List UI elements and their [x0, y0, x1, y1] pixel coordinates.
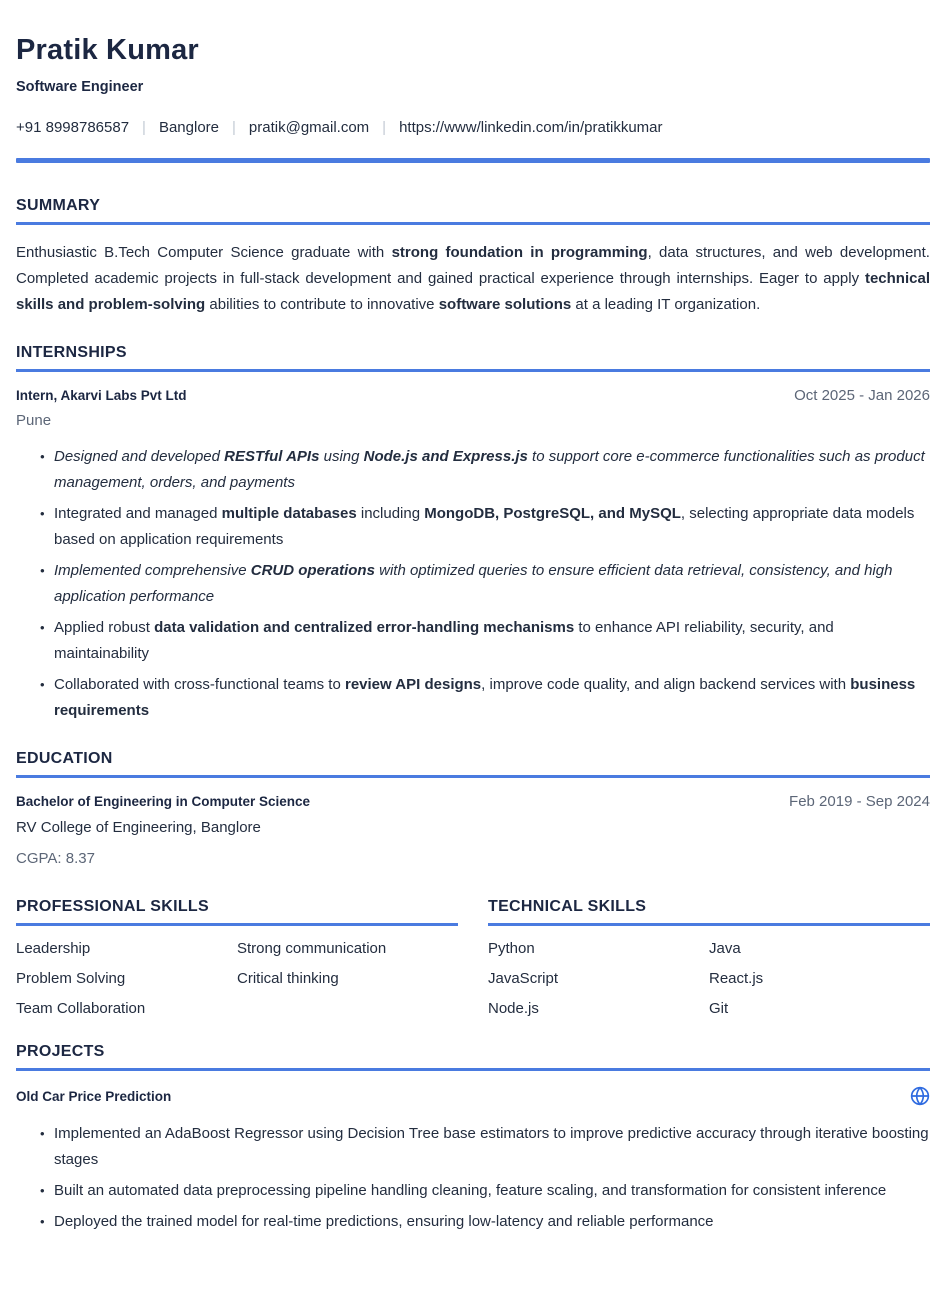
project-bullets — [16, 1121, 930, 1235]
text-segment: Node.js and Express.js — [363, 447, 528, 465]
skill-item: Leadership — [16, 940, 91, 958]
text-segment: business requirements — [54, 675, 916, 719]
bullet-item — [54, 558, 930, 610]
text-segment: to enhance API reliability, security, and maintainability — [54, 618, 834, 662]
resume-header — [16, 34, 930, 163]
bullet-item — [54, 501, 930, 553]
internship-entry-header — [16, 387, 930, 405]
project-entry-header — [16, 1086, 930, 1106]
text-segment: , data structures, and web development. Completed academic projects in full-stack development and gained practical experience through internships. Eager to apply — [16, 244, 930, 288]
linkedin-url: https://www/linkedin.com/in/pratikkumar — [399, 119, 663, 137]
text-segment: multiple databases — [221, 504, 357, 522]
skill-item: Team Collaboration — [16, 1000, 146, 1018]
internship-dates: Oct 2025 - Jan 2026 — [794, 387, 930, 405]
internships-heading: INTERNSHIPS — [16, 344, 930, 372]
summary-heading: SUMMARY — [16, 197, 930, 225]
internship-title: Intern, Akarvi Labs Pvt Ltd — [16, 388, 187, 404]
bullet-item — [54, 1121, 930, 1173]
internship-bullets — [16, 444, 930, 724]
text-segment: RESTful APIs — [224, 447, 320, 465]
text-segment: Built an automated data preprocessing pipeline handling cleaning, feature scaling, and transformation for consistent inference — [54, 1182, 887, 1200]
header-divider — [16, 158, 930, 163]
education-dates: Feb 2019 - Sep 2024 — [789, 792, 930, 810]
section-internships — [16, 344, 930, 724]
text-segment: with optimized queries to ensure efficient data retrieval, consistency, and high application performance — [54, 561, 893, 605]
text-segment: abilities to contribute to innovative — [205, 296, 439, 314]
technical-skills-grid — [488, 941, 930, 1017]
skill-item: Node.js — [488, 1000, 539, 1018]
contact-separator: | — [232, 119, 236, 137]
text-segment: Applied robust — [54, 618, 155, 636]
section-technical-skills — [488, 898, 930, 1017]
skill-item: JavaScript — [488, 970, 559, 988]
text-segment: CRUD operations — [250, 561, 375, 579]
text-segment: using — [319, 447, 364, 465]
internship-location: Pune — [16, 411, 52, 429]
bullet-item — [54, 444, 930, 496]
text-segment: Implemented comprehensive — [54, 561, 251, 579]
job-title: Software Engineer — [16, 79, 144, 96]
text-segment: MongoDB, PostgreSQL, and MySQL — [424, 504, 681, 522]
summary-text — [16, 240, 930, 318]
section-summary — [16, 197, 930, 318]
text-segment: Implemented an AdaBoost Regressor using Decision Tree base estimators to improve predictive accuracy through iterative boosting stages — [54, 1125, 929, 1169]
candidate-name: Pratik Kumar — [16, 34, 199, 66]
bullet-item — [54, 1178, 930, 1204]
skill-item: Git — [709, 1000, 729, 1018]
text-segment: to support core e-commerce functionalities such as product management, orders, and payments — [54, 447, 925, 491]
skill-item: Python — [488, 940, 535, 958]
skill-item: Strong communication — [237, 940, 387, 958]
skill-item: Problem Solving — [16, 970, 126, 988]
text-segment: Integrated and managed — [54, 504, 222, 522]
technical-skills-heading: TECHNICAL SKILLS — [488, 898, 930, 926]
text-segment: including — [356, 504, 425, 522]
globe-icon[interactable] — [910, 1086, 930, 1106]
text-segment: at a leading IT organization. — [571, 296, 761, 314]
section-professional-skills — [16, 898, 458, 1017]
text-segment: data validation and centralized error-handling mechanisms — [154, 618, 575, 636]
professional-skills-heading: PROFESSIONAL SKILLS — [16, 898, 458, 926]
skill-item: Critical thinking — [237, 970, 339, 988]
projects-heading: PROJECTS — [16, 1043, 930, 1071]
contact-separator: | — [142, 119, 146, 137]
cgpa-text: CGPA: 8.37 — [16, 850, 95, 868]
text-segment: Enthusiastic B.Tech Computer Science graduate with — [16, 244, 392, 262]
text-segment: , selecting appropriate data models based on application requirements — [54, 504, 915, 548]
bullet-item — [54, 672, 930, 724]
bullet-item — [54, 1209, 930, 1235]
text-segment: strong foundation in programming — [391, 244, 648, 262]
skill-item: Java — [709, 940, 741, 958]
professional-skills-grid — [16, 941, 458, 1017]
email-text: pratik@gmail.com — [248, 119, 370, 137]
section-projects — [16, 1043, 930, 1235]
text-segment: technical skills and problem-solving — [16, 270, 930, 314]
contact-separator: | — [382, 119, 387, 137]
skills-columns — [16, 898, 930, 1017]
skill-item: React.js — [709, 970, 764, 988]
text-segment: review API designs — [344, 675, 482, 693]
institution-name: RV College of Engineering, Banglore — [16, 819, 261, 837]
education-heading: EDUCATION — [16, 750, 930, 778]
degree-title: Bachelor of Engineering in Computer Science — [16, 793, 311, 809]
education-entry-header — [16, 793, 930, 811]
text-segment: software solutions — [438, 296, 572, 314]
section-education — [16, 750, 930, 873]
text-segment: Collaborated with cross-functional teams to — [54, 675, 345, 693]
text-segment: Designed and developed — [54, 447, 225, 465]
phone-number: +91 8998786587 — [16, 119, 130, 137]
contact-row — [16, 119, 930, 136]
text-segment: Deployed the trained model for real-time predictions, ensuring low-latency and reliable performance — [54, 1213, 714, 1231]
text-segment: , improve code quality, and align backend services with — [481, 675, 851, 693]
bullet-item — [54, 615, 930, 667]
location-text: Banglore — [158, 119, 219, 137]
project-title: Old Car Price Prediction — [16, 1088, 172, 1104]
